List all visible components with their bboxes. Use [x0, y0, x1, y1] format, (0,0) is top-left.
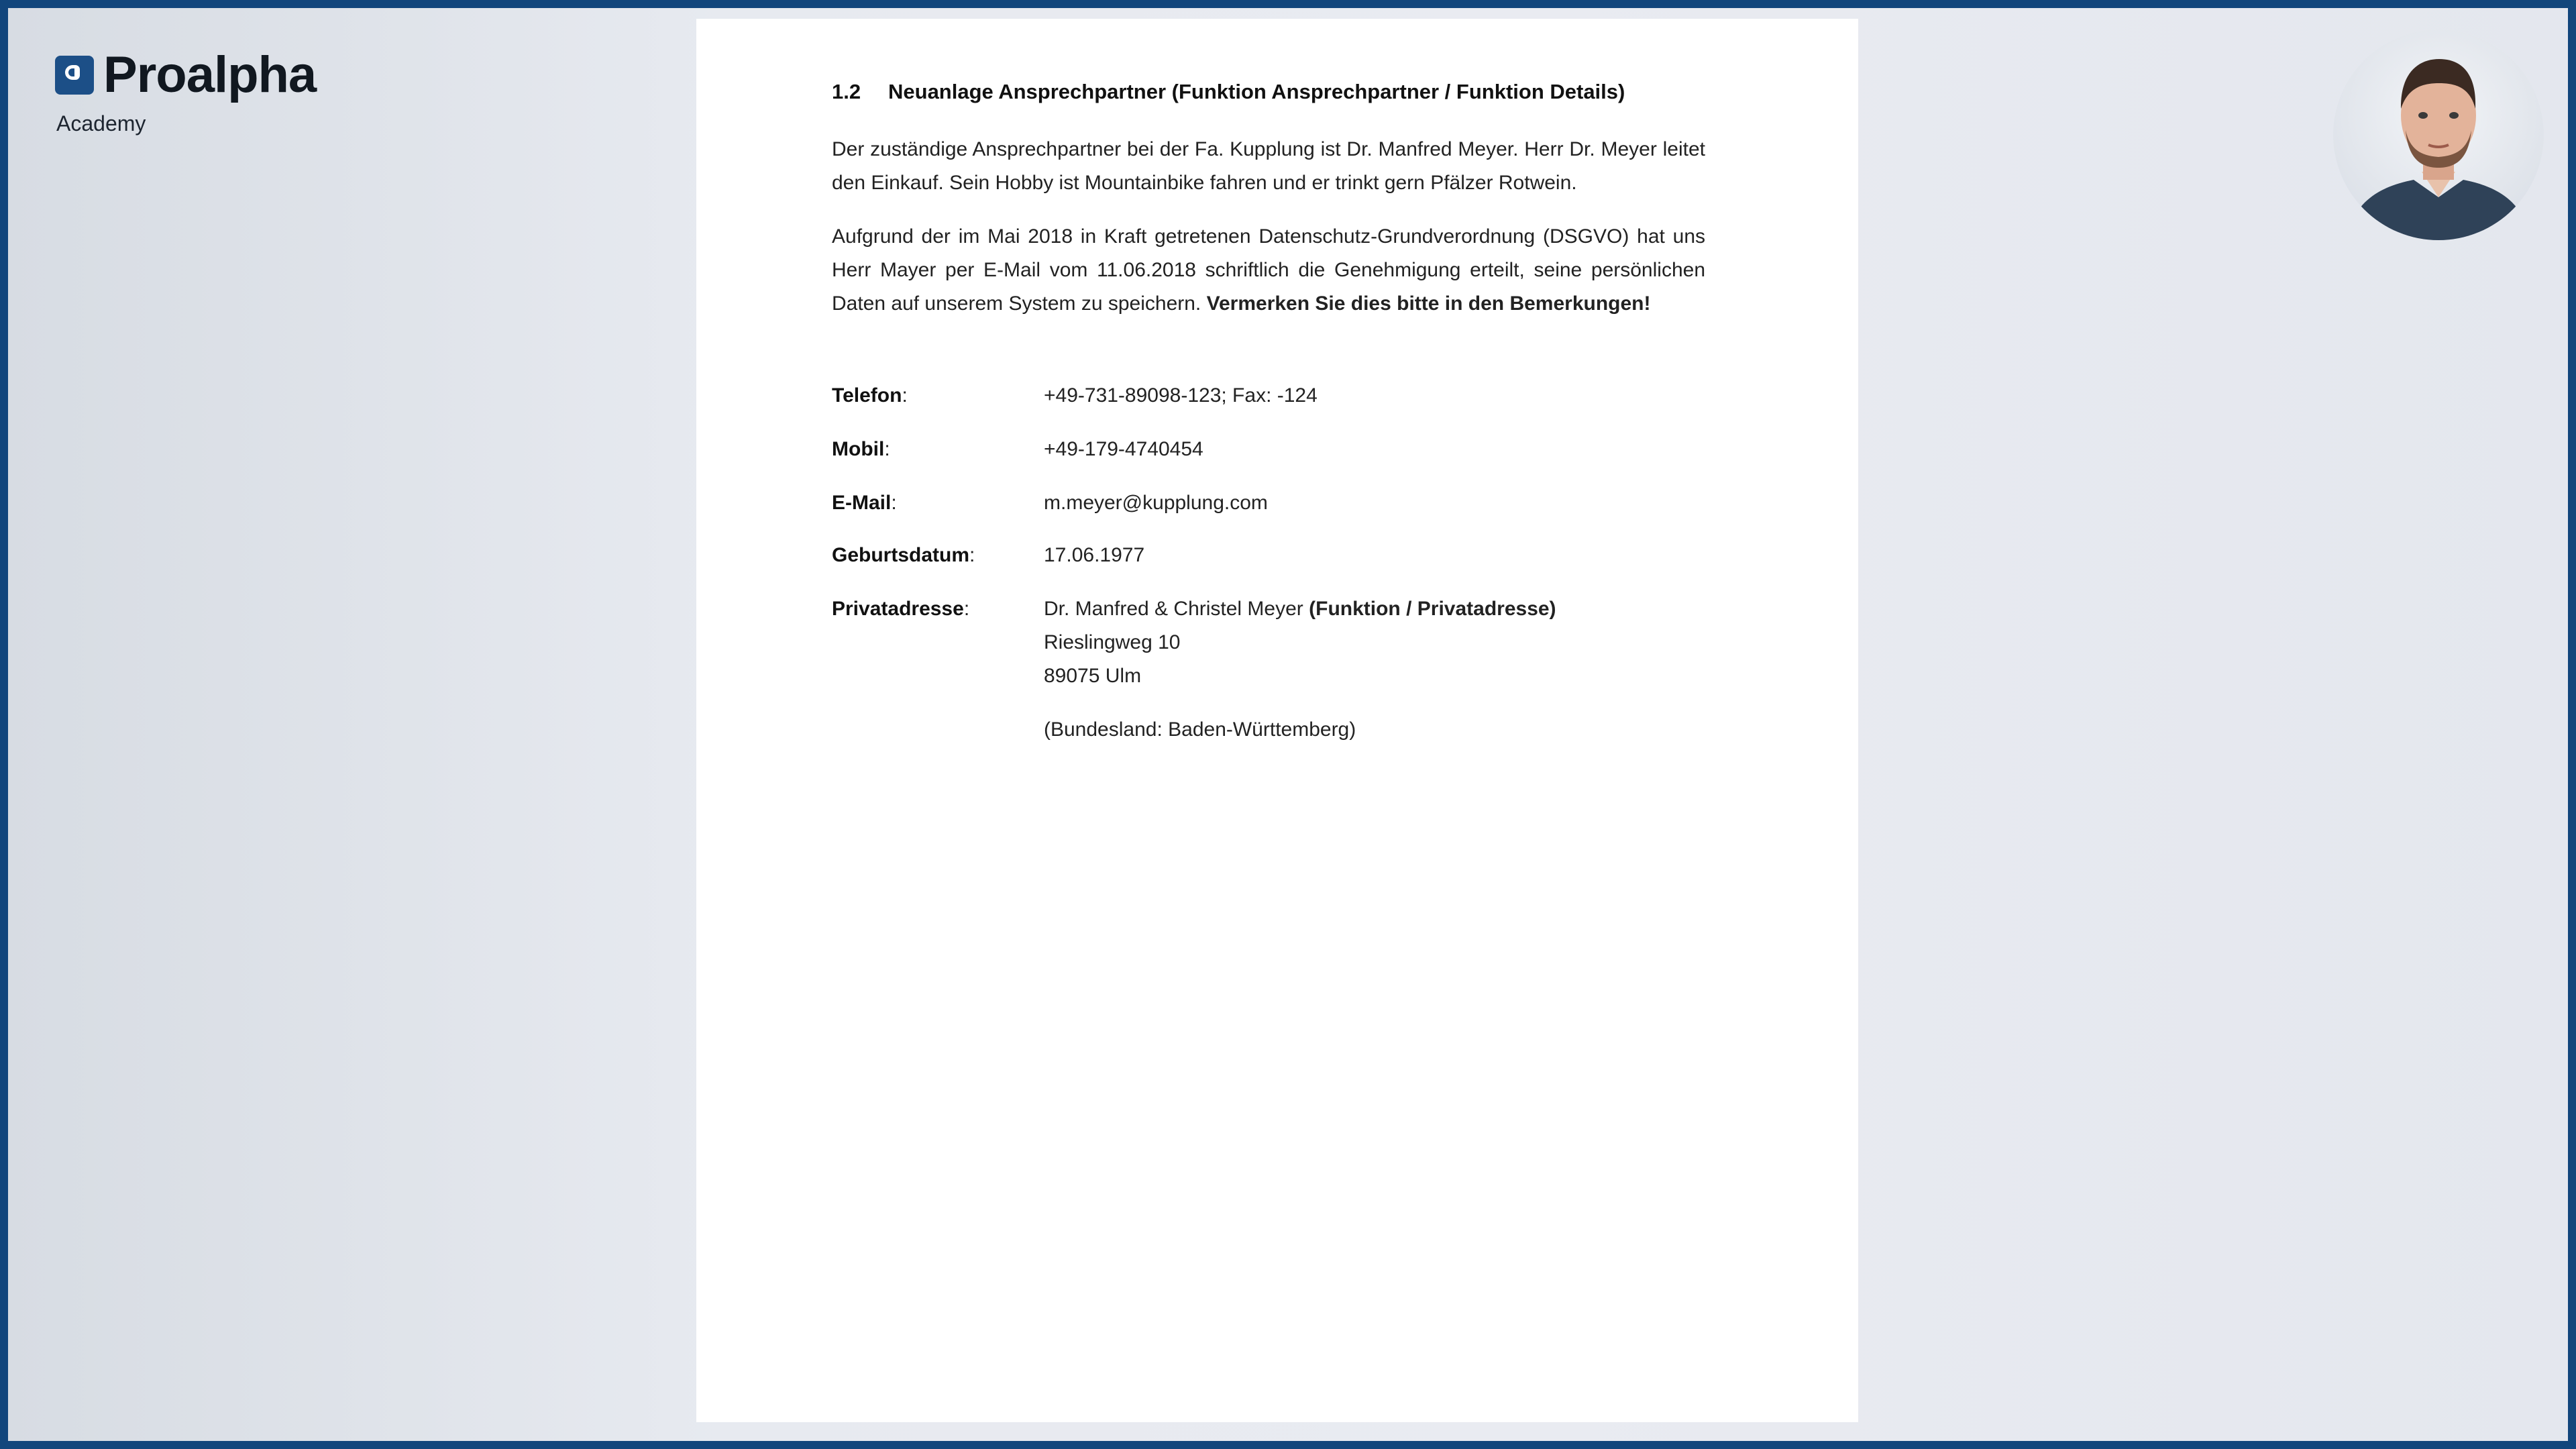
field-value-mobile: +49-179-4740454 [1044, 438, 1203, 460]
field-label-address: Privatadresse: [832, 598, 970, 620]
intro-paragraph: Der zuständige Ansprechpartner bei der Fa. Kupplung ist Dr. Manfred Meyer. Herr Dr. Meyer leitet den Einkauf. Sein Hobby ist Mountainbike fahren und er trinkt gern Pfälzer Rotwein. [832, 138, 1705, 194]
video-slide [8, 8, 2568, 1441]
document-page [696, 19, 1858, 1422]
address-street: Rieslingweg 10 [1044, 631, 1181, 653]
section-title: Neuanlage Ansprechpartner (Funktion Ansprechpartner / Funktion Details) [888, 80, 1625, 103]
address-name-note: (Funktion / Privatadresse) [1309, 598, 1556, 620]
proalpha-logo-icon [55, 56, 94, 95]
field-value-address [1044, 592, 1556, 747]
logo-name: Proalpha [103, 46, 317, 103]
address-name: Dr. Manfred & Christel Meyer [1044, 598, 1303, 620]
gdpr-paragraph [832, 220, 1705, 321]
field-label-birthdate: Geburtsdatum: [832, 544, 975, 566]
presenter-webcam-icon [2333, 30, 2544, 240]
section-heading [832, 75, 1625, 109]
gdpr-instruction: Vermerken Sie dies bitte in den Bemerkungen! [1206, 292, 1651, 315]
section-number: 1.2 [832, 80, 861, 103]
proalpha-academy-logo [55, 46, 317, 136]
field-label-mobile: Mobil: [832, 438, 890, 460]
field-label-email: E-Mail: [832, 492, 897, 514]
address-state: (Bundesland: Baden-Württemberg) [1044, 718, 1356, 741]
field-value-birthdate: 17.06.1977 [1044, 544, 1145, 566]
gdpr-text: Aufgrund der im Mai 2018 in Kraft getretenen Datenschutz-Grundverordnung (DSGVO) hat uns Herr Mayer per E-Mail vom 11.06.2018 schriftlich die Genehmigung erteilt, seine persönlichen Daten auf unserem System zu speichern. [832, 225, 1705, 315]
field-value-email: m.meyer@kupplung.com [1044, 492, 1268, 514]
field-label-phone: Telefon: [832, 384, 908, 407]
field-value-phone: +49-731-89098-123; Fax: -124 [1044, 384, 1318, 407]
logo-subtitle: Academy [56, 111, 146, 136]
address-city: 89075 Ulm [1044, 665, 1142, 687]
presenter-avatar [2333, 30, 2544, 240]
